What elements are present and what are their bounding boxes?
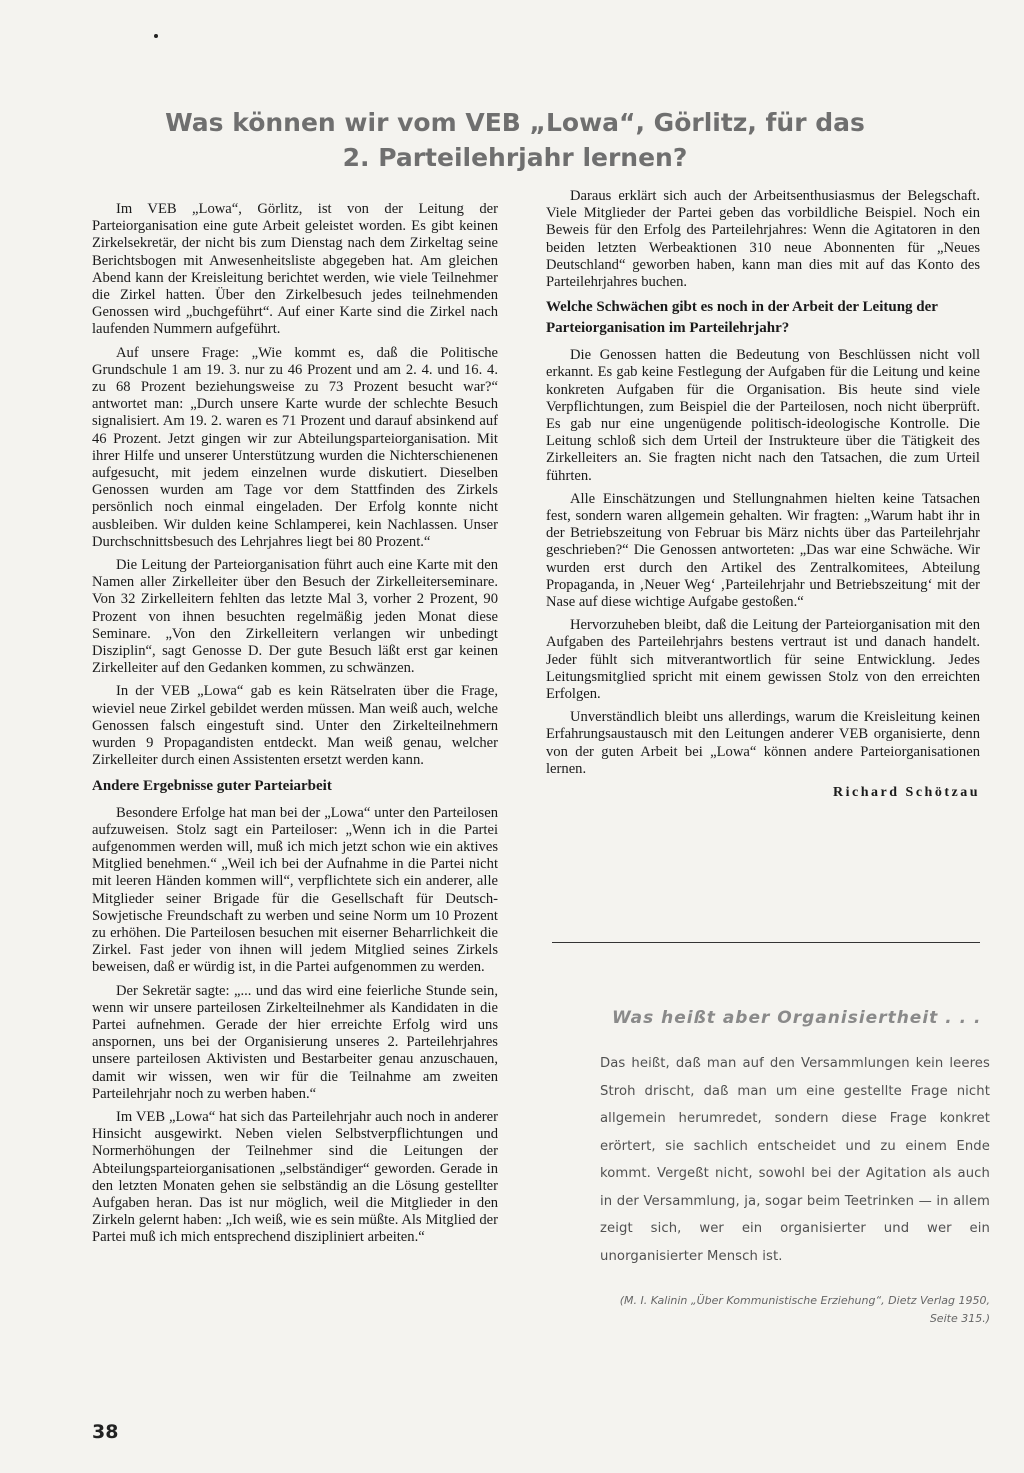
quote-source: (M. I. Kalinin „Über Kommunistische Erziehung“, Dietz Verlag 1950, Seite 315.) (619, 1294, 990, 1325)
quote-title: Was heißt aber Organisiertheit . . . (612, 1008, 982, 1028)
paragraph: Die Leitung der Parteiorganisation führt auch eine Karte mit den Namen aller Zirkelleiter über den Besuch der Zirkelleiterseminare. Von 32 Zirkelleitern fehlten das letzte Mal 3, vorher 2 Prozent, 90 Prozent von ihnen besuchten regelmäßig jeden Monat diese Seminare. „Von den Zirkelleitern verlangen wir unbedingt Disziplin“, sagt Genosse D. Der gute Besuch läßt erst gar keinen Zirkelleiter auf den Gedanken kommen, zu schwänzen. (92, 557, 498, 677)
paragraph: Im VEB „Lowa“, Görlitz, ist von der Leitung der Parteiorganisation eine gute Arbeit geleistet worden. Es gibt keinen Zirkelsekretär, der nicht bis zum Dienstag nach dem Zirkeltag seine Berichtsbogen mit Anwesenheitsliste abgegeben hat. Am gleichen Abend kann der Kreisleitung berichtet werden, wie viele Teilnehmer die Zirkel hatten. Über den Zirkelbesuch jedes teilnehmenden Genossen wird „buchgeführt“. Auf einer Karte sind die Zirkel nach laufenden Nummern aufgeführt. (92, 201, 498, 338)
article-title: Was können wir vom VEB „Lowa“, Görlitz, für das 2. Parteilehrjahr lernen? (165, 108, 865, 172)
paragraph: Unverständlich bleibt uns allerdings, warum die Kreisleitung keinen Erfahrungsaustausch mit den Leitungen anderer VEB organisierte, denn von der guten Arbeit bei „Lowa“ können andere Parteiorganisationen lernen. (546, 709, 980, 777)
decorative-dot (154, 34, 158, 38)
right-column (546, 188, 980, 801)
paragraph: Alle Einschätzungen und Stellungnahmen hielten keine Tatsachen fest, sondern waren allgemein gehalten. Wir fragten: „Warum habt ihr in der Betriebszeitung von Februar bis März nichts über das Parteilehrjahr geschrieben?“ Die Genossen antworteten: „Das war eine Schwäche. Wir wurden erst durch den Artikel des Zentralkomitees, Abteilung Propaganda, in ‚Neuer Weg‘ ‚Parteilehrjahr und Betriebszeitung‘ mit der Nase auf diese wichtige Aufgabe gestoßen.“ (546, 490, 980, 611)
left-column (92, 201, 498, 1253)
section-heading: Welche Schwächen gibt es noch in der Arbeit der Leitung der Parteiorganisation im Parteilehrjahr? (546, 299, 938, 337)
paragraph: In der VEB „Lowa“ gab es kein Rätselraten über die Frage, wieviel neue Zirkel gebildet werden müssen. Man weiß auch, welche Genossen falsch eingestuft sind. Unter den Zirkelteilnehmern wurden 9 Propagandisten entdeckt. Man weiß genau, welcher Zirkelleiter durch einen Assistenten ersetzt werden kann. (92, 683, 498, 769)
quote-box (600, 1008, 990, 1328)
author-name: Richard Schötzau (833, 785, 980, 801)
paragraph: Auf unsere Frage: „Wie kommt es, daß die Politische Grundschule 1 am 19. 3. nur zu 46 Prozent und am 2. 4. und 16. 4. zu 68 Prozent beziehungsweise zu 73 Prozent besucht war?“ antwortet man: „Durch unsere Karte wurde der schlechte Besuch signalisiert. Am 19. 2. waren es 71 Prozent und darauf absinkend auf 46 Prozent. Jetzt gingen wir zur Abteilungsparteiorganisation. Mit ihrer Hilfe und unserer Unterstützung wurden die Nichterschienenen aufgesucht, mit jedem einzelnen wurde diskutiert. Dieselben Genossen wurden am Tage vor dem Stattfinden des Zirkels persönlich noch einmal eingeladen. Der Erfolg konnte nicht ausbleiben. Wir dulden keine Schlamperei, kein Nachlassen. Unser Durchschnittsbesuch des Lehrjahres liegt bei 80 Prozent.“ (92, 344, 498, 550)
paragraph: Besondere Erfolge hat man bei der „Lowa“ unter den Parteilosen aufzuweisen. Stolz sagt ein Parteiloser: „Wenn ich in die Partei aufgenommen werden will, muß ich mich jetzt schon wie ein aktives Mitglied benehmen.“ „Weil ich bei der Aufnahme in die Partei nicht mit leeren Händen kommen will“, verpflichtete sich ein anderer, alle Mitglieder seiner Brigade für die Gesellschaft für Deutsch-Sowjetische Freundschaft zu werben und seine Norm um 10 Prozent zu erhöhen. Die Parteilosen besuchen mit eiserner Beharrlichkeit die Zirkel. Fast jeder von ihnen will jedem Mitglied seines Zirkels beweisen, daß er würdig ist, in die Partei aufgenommen zu werden. (92, 804, 498, 976)
paragraph: Hervorzuheben bleibt, daß die Leitung der Parteiorganisation mit den Aufgaben des Parteilehrjahrs bestens vertraut ist und danach handelt. Jeder fühlt sich mitverantwortlich für seine Entwicklung. Jedes Leitungsmitglied spricht mit einem gewissen Stolz von den erreichten Erfolgen. (546, 617, 980, 703)
paragraph: Der Sekretär sagte: „... und das wird eine feierliche Stunde sein, wenn wir unsere parteilosen Zirkelteilnehmer als Kandidaten in die Partei aufnehmen. Gerade der hier erreichte Erfolg wird uns anspornen, uns bei der Organisierung unseres 2. Parteilehrjahres unsere parteilosen Aktivisten und Bestarbeiter genau anzuschauen, damit wir wissen, wen wir für die Teilnahme am zweiten Parteilehrjahr noch zu werben haben.“ (92, 982, 498, 1102)
page-number: 38 (92, 1421, 119, 1443)
divider-rule (552, 942, 980, 943)
section-heading: Andere Ergebnisse guter Parteiarbeit (92, 777, 332, 794)
paragraph: Daraus erklärt sich auch der Arbeitsenthusiasmus der Belegschaft. Viele Mitglieder der Partei geben das vorbildliche Beispiel. Noch ein Beweis für den Erfolg des Parteilehrjahres: Wenn die Agitatoren in den beiden letzten Werbeaktionen 310 neue Abonnenten für „Neues Deutschland“ geworben haben, kann man dies mit auf das Konto des Parteilehrjahres buchen. (546, 188, 980, 291)
quote-text: Das heißt, daß man auf den Versammlungen kein leeres Stroh drischt, daß man um eine gestellte Frage nicht allgemein herumredet, sondern diese Frage konkret erörtert, sie sachlich entscheidet und zu einem Ende kommt. Vergeßt nicht, sowohl bei der Agitation als auch in der Versammlung, ja, sogar beim Teetrinken — in allem zeigt sich, wer ein organisierter und wer ein unorganisierter Mensch ist. (600, 1056, 990, 1264)
paragraph: Im VEB „Lowa“ hat sich das Parteilehrjahr auch noch in anderer Hinsicht ausgewirkt. Neben vielen Selbstverpflichtungen und Normerhöhungen der Teilnehmer sind die Leitungen der Abteilungsparteiorganisationen „selbständiger“ geworden. Gerade in den letzten Monaten gehen sie selbständig an die Lösung gestellter Aufgaben heran. Das ist nur möglich, weil die Mitglieder in den Zirkeln gelernt haben: „Ich weiß, wie es sein müßte. Als Mitglied der Partei muß ich mich entsprechend diszipliniert arbeiten.“ (92, 1108, 498, 1246)
paragraph: Die Genossen hatten die Bedeutung von Beschlüssen nicht voll erkannt. Es gab keine Festlegung der Aufgaben für die Leitung und keine konkreten Aufgaben für die Organisation. Bis heute sind viele Verpflichtungen, zum Beispiel die der Parteilosen, noch nicht überprüft. Es gab nur eine ungenügende politisch-ideologische Kontrolle. Die Leitung schloß sich dem Urteil der Instrukteure über die Tätigkeit des Zirkelleiters an. Sie fragten nicht nach den Tatsachen, die zum Urteil führten. (546, 347, 980, 484)
